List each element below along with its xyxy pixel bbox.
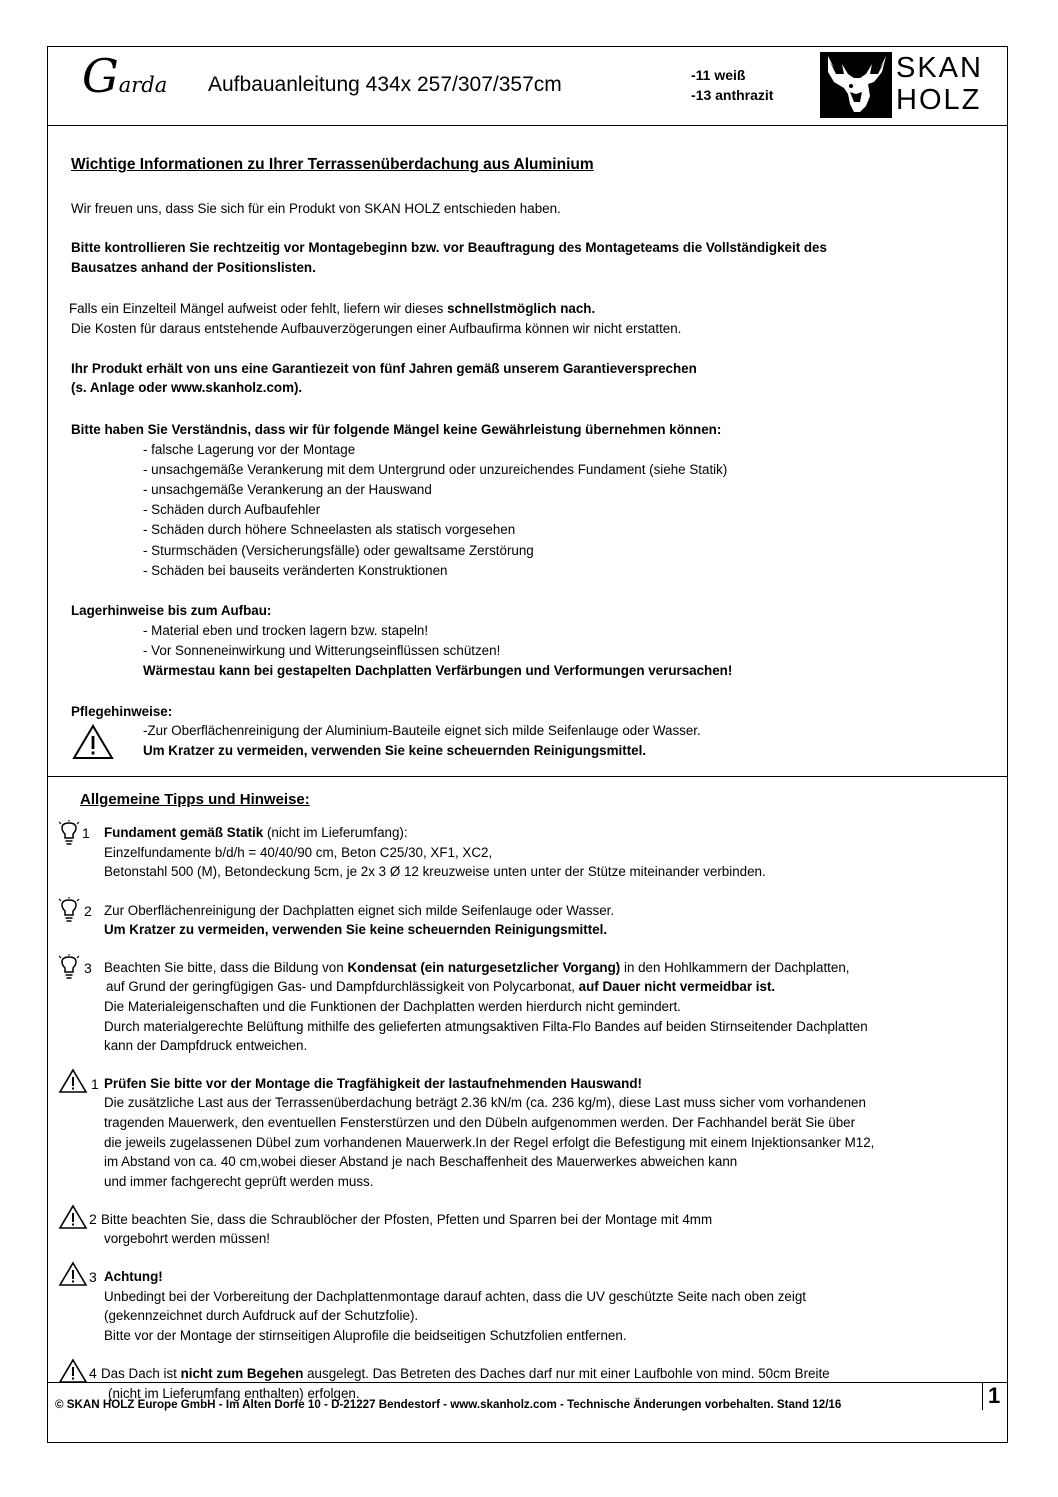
tip3-text: auf Grund der geringfügigen Gas- und Dampfdurchlässigkeit von Polycarbonat,: [106, 979, 579, 994]
tip3-line2: [106, 977, 775, 997]
info-p3-line2: Die Kosten für daraus entstehende Aufbauverzögerungen einer Aufbaufirma können wir nicht erstatten.: [71, 321, 682, 336]
page-number-box: [982, 1382, 1008, 1410]
warning4-line2: (nicht im Lieferumfang enthalten) erfolgen.: [108, 1386, 360, 1401]
section-divider: [48, 776, 1007, 777]
info-p2-line1: Bitte kontrollieren Sie rechtzeitig vor Montagebeginn bzw. vor Beauftragung des Montageteams die Vollständigkeit des: [71, 240, 827, 255]
warning3-line3: (gekennzeichnet durch Aufdruck auf der Schutzfolie).: [104, 1308, 419, 1323]
warning1-line5: im Abstand von ca. 40 cm,wobei dieser Abstand je nach Beschaffenheit des Mauerwerkes abweichen kann: [104, 1154, 738, 1169]
tip2-line2: Um Kratzer zu vermeiden, verwenden Sie keine scheuernden Reinigungsmittel.: [104, 922, 608, 937]
warning-icon: [58, 1204, 88, 1230]
info-p4-line1: Ihr Produkt erhält von uns eine Garantiezeit von fünf Jahren gemäß unserem Garantieversprechen: [71, 361, 697, 376]
storage-item: - Material eben und trocken lagern bzw. stapeln!: [143, 623, 429, 638]
tip3-line4: Durch materialgerechte Belüftung mithilfe des gelieferten atmungsaktiven Filta-Flo Bandes auf beiden Stirnseitender Dachplatten: [104, 1019, 868, 1034]
info-p3-line1: [69, 299, 595, 319]
exclusion-item: - Schäden durch höhere Schneelasten als statisch vorgesehen: [143, 522, 516, 537]
warning3-line2: Unbedingt bei der Vorbereitung der Dachplattenmontage darauf achten, dass die UV geschützte Seite nach oben zeigt: [104, 1289, 806, 1304]
warning4-line1: [101, 1364, 830, 1384]
logo-holz: HOLZ: [896, 84, 982, 116]
info-p3-normal: Falls ein Einzelteil Mängel aufweist oder fehlt, liefern wir dieses: [69, 301, 448, 316]
tip3-line5: kann der Dampfdruck entweichen.: [104, 1038, 308, 1053]
page-title: Aufbauanleitung 434x 257/307/357cm: [208, 73, 562, 96]
warning3-line1: Achtung!: [104, 1269, 163, 1284]
warning1-line3: tragenden Mauerwerk, den eventuellen Fensterstürzen und den Dübeln aufgenommen werden. Der Fachhandel berät Sie über: [104, 1115, 856, 1130]
tip1-line1: [104, 823, 408, 843]
warning-icon: [58, 1068, 88, 1094]
tip2-line1: Zur Oberflächenreinigung der Dachplatten eignet sich milde Seifenlauge oder Wasser.: [104, 903, 615, 918]
warning2-line2: vorgebohrt werden müssen!: [104, 1231, 270, 1246]
garda-logo: [82, 49, 168, 103]
lightbulb-icon: [58, 954, 80, 980]
tip-number: 1: [82, 825, 90, 841]
storage-heading: Lagerhinweise bis zum Aufbau:: [71, 603, 272, 618]
header-divider: [48, 125, 1007, 126]
tip1-line2: Einzelfundamente b/d/h = 40/40/90 cm, Beton C25/30, XF1, XC2,: [104, 845, 493, 860]
warning-icon: [58, 1261, 88, 1287]
info-p1: Wir freuen uns, dass Sie sich für ein Produkt von SKAN HOLZ entschieden haben.: [71, 201, 561, 216]
garda-rest: arda: [118, 73, 168, 97]
warning2-line1: Bitte beachten Sie, dass die Schraublöcher der Pfosten, Pfetten und Sparren bei der Montage mit 4mm: [101, 1212, 713, 1227]
info-p3-bold: schnellstmöglich nach.: [447, 301, 596, 316]
tip1-line3: Betonstahl 500 (M), Betondeckung 5cm, je 2x 3 Ø 12 kreuzweise unten unter der Stütze miteinander verbinden.: [104, 864, 766, 879]
warning1-line6: und immer fachgerecht geprüft werden muss.: [104, 1174, 374, 1189]
variant-white: -11 weiß: [691, 67, 746, 83]
tip3-bold: Kondensat (ein naturgesetzlicher Vorgang): [347, 960, 621, 975]
exclusion-item: - unsachgemäße Verankerung an der Hauswand: [143, 482, 432, 497]
logo-skan: SKAN: [896, 52, 983, 84]
warning-number: 3: [89, 1269, 97, 1285]
lightbulb-icon: [58, 897, 80, 923]
warning4-text: ausgelegt. Das Betreten des Daches darf nur mit einer Laufbohle von mind. 50cm Breite: [303, 1366, 830, 1381]
exclusion-item: - unsachgemäße Verankerung mit dem Untergrund oder unzureichendes Fundament (siehe Statik): [143, 462, 728, 477]
tip-number: 3: [84, 960, 92, 976]
registered-mark: ®: [821, 102, 829, 113]
skanholz-logo: [820, 52, 1005, 120]
lightbulb-icon: [58, 820, 80, 846]
garda-initial: G: [82, 49, 119, 103]
warning-number: 4: [89, 1365, 97, 1381]
care-line2: Um Kratzer zu vermeiden, verwenden Sie keine scheuernden Reinigungsmittel.: [143, 743, 647, 758]
warning3-line4: Bitte vor der Montage der stirnseitigen Aluprofile die beidseitigen Schutzfolien entfernen.: [104, 1328, 627, 1343]
warning4-text: Das Dach ist: [101, 1366, 181, 1381]
footer-text: © SKAN HOLZ Europe GmbH - Im Alten Dorfe 10 - D-21227 Bendestorf - www.skanholz.com - Technische Änderungen vorbehalten. Stand 12/16: [55, 1398, 842, 1411]
tip3-bold: auf Dauer nicht vermeidbar ist.: [578, 979, 776, 994]
page-number: 1: [988, 1383, 1001, 1408]
tips-heading: Allgemeine Tipps und Hinweise:: [80, 791, 310, 808]
care-heading: Pflegehinweise:: [71, 704, 173, 719]
warning4-bold: nicht zum Begehen: [180, 1366, 304, 1381]
warning-icon: [71, 723, 115, 761]
warning-icon: [58, 1358, 88, 1384]
moose-icon: [820, 52, 892, 118]
exclusions-heading: Bitte haben Sie Verständnis, dass wir für folgende Mängel keine Gewährleistung übernehmen können:: [71, 422, 722, 437]
storage-warning: Wärmestau kann bei gestapelten Dachplatten Verfärbungen und Verformungen verursachen!: [143, 663, 733, 678]
exclusion-item: - Schäden durch Aufbaufehler: [143, 502, 321, 517]
exclusion-item: - Schäden bei bauseits veränderten Konstruktionen: [143, 563, 448, 578]
tip3-line3: Die Materialeigenschaften und die Funktionen der Dachplatten werden hierdurch nicht gemindert.: [104, 999, 681, 1014]
info-p4-line2: (s. Anlage oder www.skanholz.com).: [71, 380, 303, 395]
warning-number: 2: [89, 1211, 97, 1227]
warning1-line4: die jeweils zugelassenen Dübel zum vorhandenen Mauerwerk.In der Regel erfolgt die Befestigung mit einem Injektionsanker M12,: [104, 1135, 875, 1150]
tip1-normal: (nicht im Lieferumfang):: [263, 825, 408, 840]
tip3-line1: [104, 958, 850, 978]
variant-anthracite: -13 anthrazit: [691, 87, 774, 103]
tip3-text: Beachten Sie bitte, dass die Bildung von: [104, 960, 348, 975]
warning1-line2: Die zusätzliche Last aus der Terrassenüberdachung beträgt 2.36 kN/m (ca. 236 kg/m), diese Last muss sicher vom vorhandenen: [104, 1095, 866, 1110]
info-heading: Wichtige Informationen zu Ihrer Terrassenüberdachung aus Aluminium: [71, 156, 594, 173]
tip3-text: in den Hohlkammern der Dachplatten,: [620, 960, 850, 975]
exclusion-item: - falsche Lagerung vor der Montage: [143, 442, 356, 457]
warning1-line1: Prüfen Sie bitte vor der Montage die Tragfähigkeit der lastaufnehmenden Hauswand!: [104, 1076, 642, 1091]
info-p2-line2: Bausatzes anhand der Positionslisten.: [71, 260, 316, 275]
care-line1: -Zur Oberflächenreinigung der Aluminium-Bauteile eignet sich milde Seifenlauge oder Wasser.: [143, 723, 701, 738]
warning-number: 1: [91, 1076, 99, 1092]
storage-item: - Vor Sonneneinwirkung und Witterungseinflüssen schützen!: [143, 643, 501, 658]
tip-number: 2: [84, 903, 92, 919]
exclusion-item: - Sturmschäden (Versicherungsfälle) oder gewaltsame Zerstörung: [143, 543, 534, 558]
tip1-bold: Fundament gemäß Statik: [104, 825, 264, 840]
